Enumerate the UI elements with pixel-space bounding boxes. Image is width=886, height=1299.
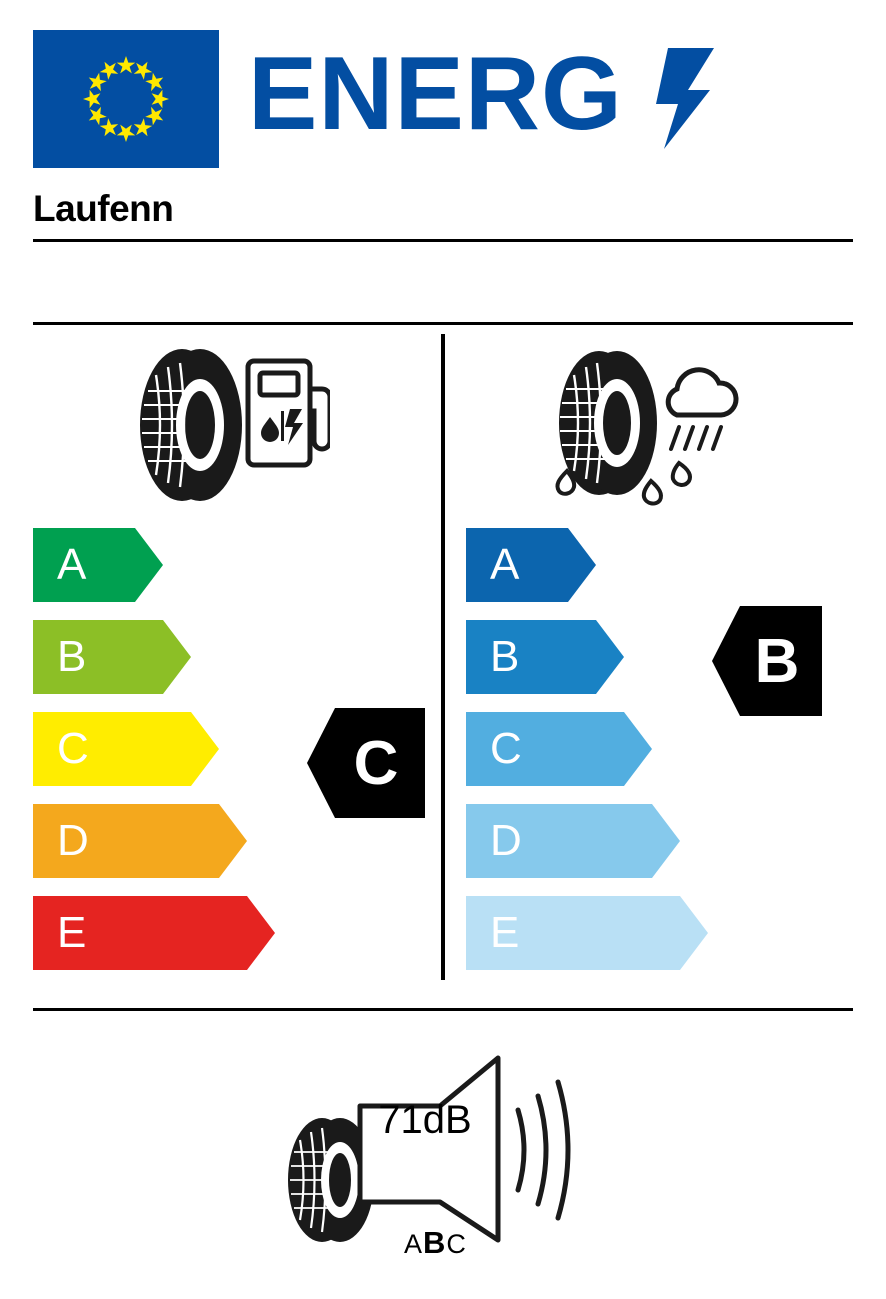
svg-text:ENERG: ENERG: [248, 46, 623, 151]
wet-grip-result-badge: [712, 606, 822, 716]
noise-class-b-selected: B: [423, 1225, 447, 1260]
grade-letter: A: [490, 540, 520, 589]
grade-letter: E: [57, 908, 87, 957]
grade-letter: E: [490, 908, 520, 957]
grade-arrow-a: [466, 528, 596, 602]
grade-letter: A: [57, 540, 87, 589]
noise-class-indicator: [404, 1225, 467, 1261]
grade-letter: C: [57, 724, 89, 773]
brand-name: Laufenn: [33, 188, 174, 229]
grade-letter: B: [57, 632, 87, 681]
noise-class-c: C: [446, 1229, 467, 1259]
grade-arrow-a: [33, 528, 163, 602]
divider-vertical: [441, 334, 445, 980]
divider-brand: [33, 239, 853, 242]
noise-class-a: A: [404, 1229, 424, 1259]
eu-flag-icon: [33, 30, 219, 168]
result-letter: C: [353, 728, 399, 798]
grade-letter: B: [490, 632, 520, 681]
tyre-fuel-pump-icon: [120, 345, 330, 505]
divider-bottom: [33, 1008, 853, 1011]
lightning-bolt-icon: [656, 48, 714, 149]
grade-letter: D: [490, 816, 522, 865]
energ-wordmark: [248, 46, 718, 151]
noise-value: 71dB: [378, 1098, 472, 1142]
tyre-rain-cloud-icon: [527, 345, 742, 510]
grade-letter: D: [57, 816, 89, 865]
result-letter: B: [754, 626, 800, 696]
grade-letter: C: [490, 724, 522, 773]
fuel-efficiency-result-badge: [307, 708, 425, 818]
divider-top: [33, 322, 853, 325]
